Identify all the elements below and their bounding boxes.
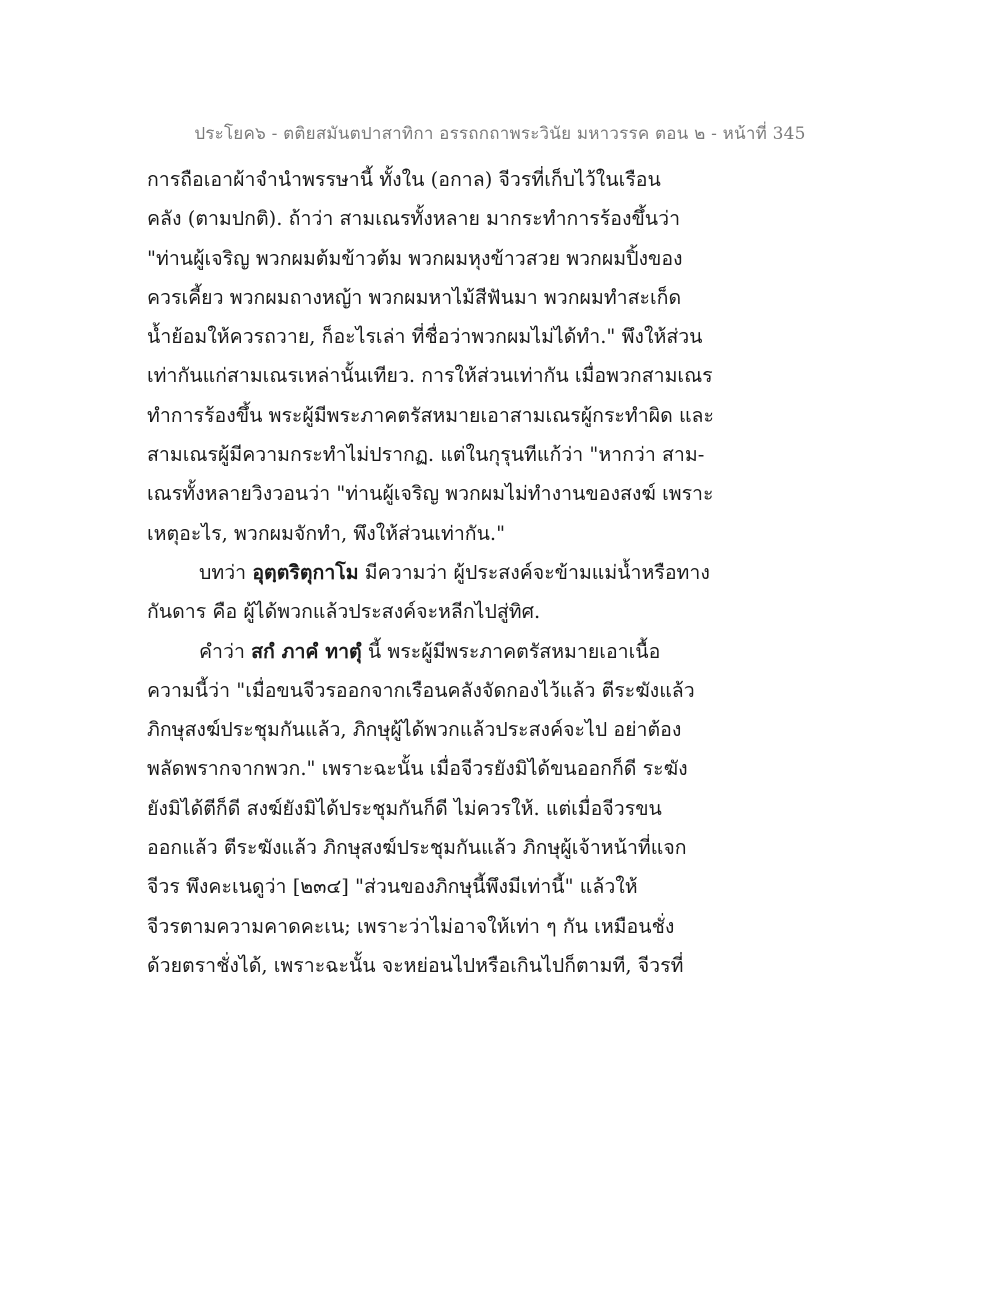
header-text: ประโยค๖ - ตติยสมันตปาสาทิกา อรรถกถาพระวินัย มหาวรรค ตอน ๒ - หน้าที่ 345: [194, 124, 806, 144]
text-line: [147, 356, 713, 395]
paragraph: [147, 160, 714, 553]
text-line: [147, 749, 707, 788]
page-header: [0, 120, 1000, 147]
text-segment: เท่ากันแก่สามเณรเหล่านั้นเทียว. การให้ส่วนเท่ากัน เมื่อพวกสามเณร: [147, 364, 713, 388]
text-line: [147, 160, 707, 199]
text-segment: จีวรตามความคาดคะเน; เพราะว่าไม่อาจให้เท่า ๆ กัน เหมือนชั่ง: [147, 914, 675, 938]
text-line: [147, 907, 707, 946]
text-segment: นี้ พระผู้มีพระภาคตรัสหมายเอาเนื้อ: [361, 639, 661, 663]
text-segment: "ท่านผู้เจริญ พวกผมต้มข้าวต้ม พวกผมหุงข้าวสวย พวกผมปิ้งของ: [147, 246, 683, 270]
text-segment: เณรทั้งหลายวิงวอนว่า "ท่านผู้เจริญ พวกผมไม่ทำงานของสงฆ์ เพราะ: [147, 482, 714, 506]
text-line: [147, 867, 707, 906]
text-segment: ยังมิได้ตีก็ดี สงฆ์ยังมิได้ประชุมกันก็ดี ไม่ควรให้. แต่เมื่อจีวรขน: [147, 796, 662, 820]
text-line: [147, 278, 707, 317]
paragraph: [147, 632, 707, 986]
text-line: [147, 671, 707, 710]
text-line: [147, 946, 707, 985]
text-segment: จีวร พึงคะเนดูว่า [๒๓๔] "ส่วนของภิกษุนี้พึงมีเท่านี้" แล้วให้: [147, 875, 638, 899]
body-text: [147, 160, 714, 985]
text-segment: ทำการร้องขึ้น พระผู้มีพระภาคตรัสหมายเอาสามเณรผู้กระทำผิด และ: [147, 403, 714, 427]
text-segment: คลัง (ตามปกติ). ถ้าว่า สามเณรทั้งหลาย มากระทำการร้องขึ้นว่า: [147, 207, 681, 231]
text-segment: ภิกษุสงฆ์ประชุมกันแล้ว, ภิกษุผู้ได้พวกแล้วประสงค์จะไป อย่าต้อง: [147, 718, 682, 742]
text-segment: กันดาร คือ ผู้ได้พวกแล้วประสงค์จะหลีกไปสู่ทิศ.: [147, 600, 541, 624]
text-line: [147, 632, 707, 671]
text-line: [147, 514, 707, 553]
text-line: [147, 317, 707, 356]
text-segment: ความนี้ว่า "เมื่อขนจีวรออกจากเรือนคลังจัดกองไว้แล้ว ตีระฆังแล้ว: [147, 678, 695, 702]
bold-term: สกํ ภาคํ ทาตุํ: [251, 639, 362, 663]
text-segment: การถือเอาผ้าจำนำพรรษานี้ ทั้งใน (อกาล) จีวรที่เก็บไว้ในเรือน: [147, 168, 661, 191]
text-line: [147, 789, 707, 828]
text-segment: พลัดพรากจากพวก." เพราะฉะนั้น เมื่อจีวรยังมิได้ขนออกก็ดี ระฆัง: [147, 757, 688, 781]
text-line: [147, 199, 707, 238]
text-segment: คำว่า: [199, 639, 252, 663]
text-line: [147, 435, 707, 474]
text-segment: ออกแล้ว ตีระฆังแล้ว ภิกษุสงฆ์ประชุมกันแล้ว ภิกษุผู้เจ้าหน้าที่แจก: [147, 836, 687, 860]
text-line: [147, 592, 707, 631]
text-segment: ด้วยตราชั่งได้, เพราะฉะนั้น จะหย่อนไปหรือเกินไปก็ตามที, จีวรที่: [147, 953, 684, 977]
text-line: [147, 474, 714, 513]
text-line: [147, 239, 707, 278]
paragraph: [147, 553, 710, 632]
text-line: [147, 396, 714, 435]
text-line: [147, 828, 707, 867]
text-segment: เหตุอะไร, พวกผมจักทำ, พึงให้ส่วนเท่ากัน.": [147, 521, 506, 545]
text-segment: น้ำย้อมให้ควรถวาย, ก็อะไรเล่า ที่ชื่อว่าพวกผมไม่ได้ทำ." พึงให้ส่วน: [147, 325, 703, 349]
text-segment: บทว่า: [199, 560, 253, 584]
text-segment: สามเณรผู้มีความกระทำไม่ปรากฏ. แต่ในกุรุนทีแก้ว่า "หากว่า สาม-: [147, 443, 705, 467]
bold-term: อุตฺตริตุกาโม: [252, 560, 359, 584]
text-segment: มีความว่า ผู้ประสงค์จะข้ามแม่น้ำหรือทาง: [358, 560, 710, 584]
text-line: [147, 710, 707, 749]
text-line: [147, 553, 710, 592]
text-segment: ควรเคี้ยว พวกผมถางหญ้า พวกผมหาไม้สีฟันมา พวกผมทำสะเก็ด: [147, 285, 682, 309]
